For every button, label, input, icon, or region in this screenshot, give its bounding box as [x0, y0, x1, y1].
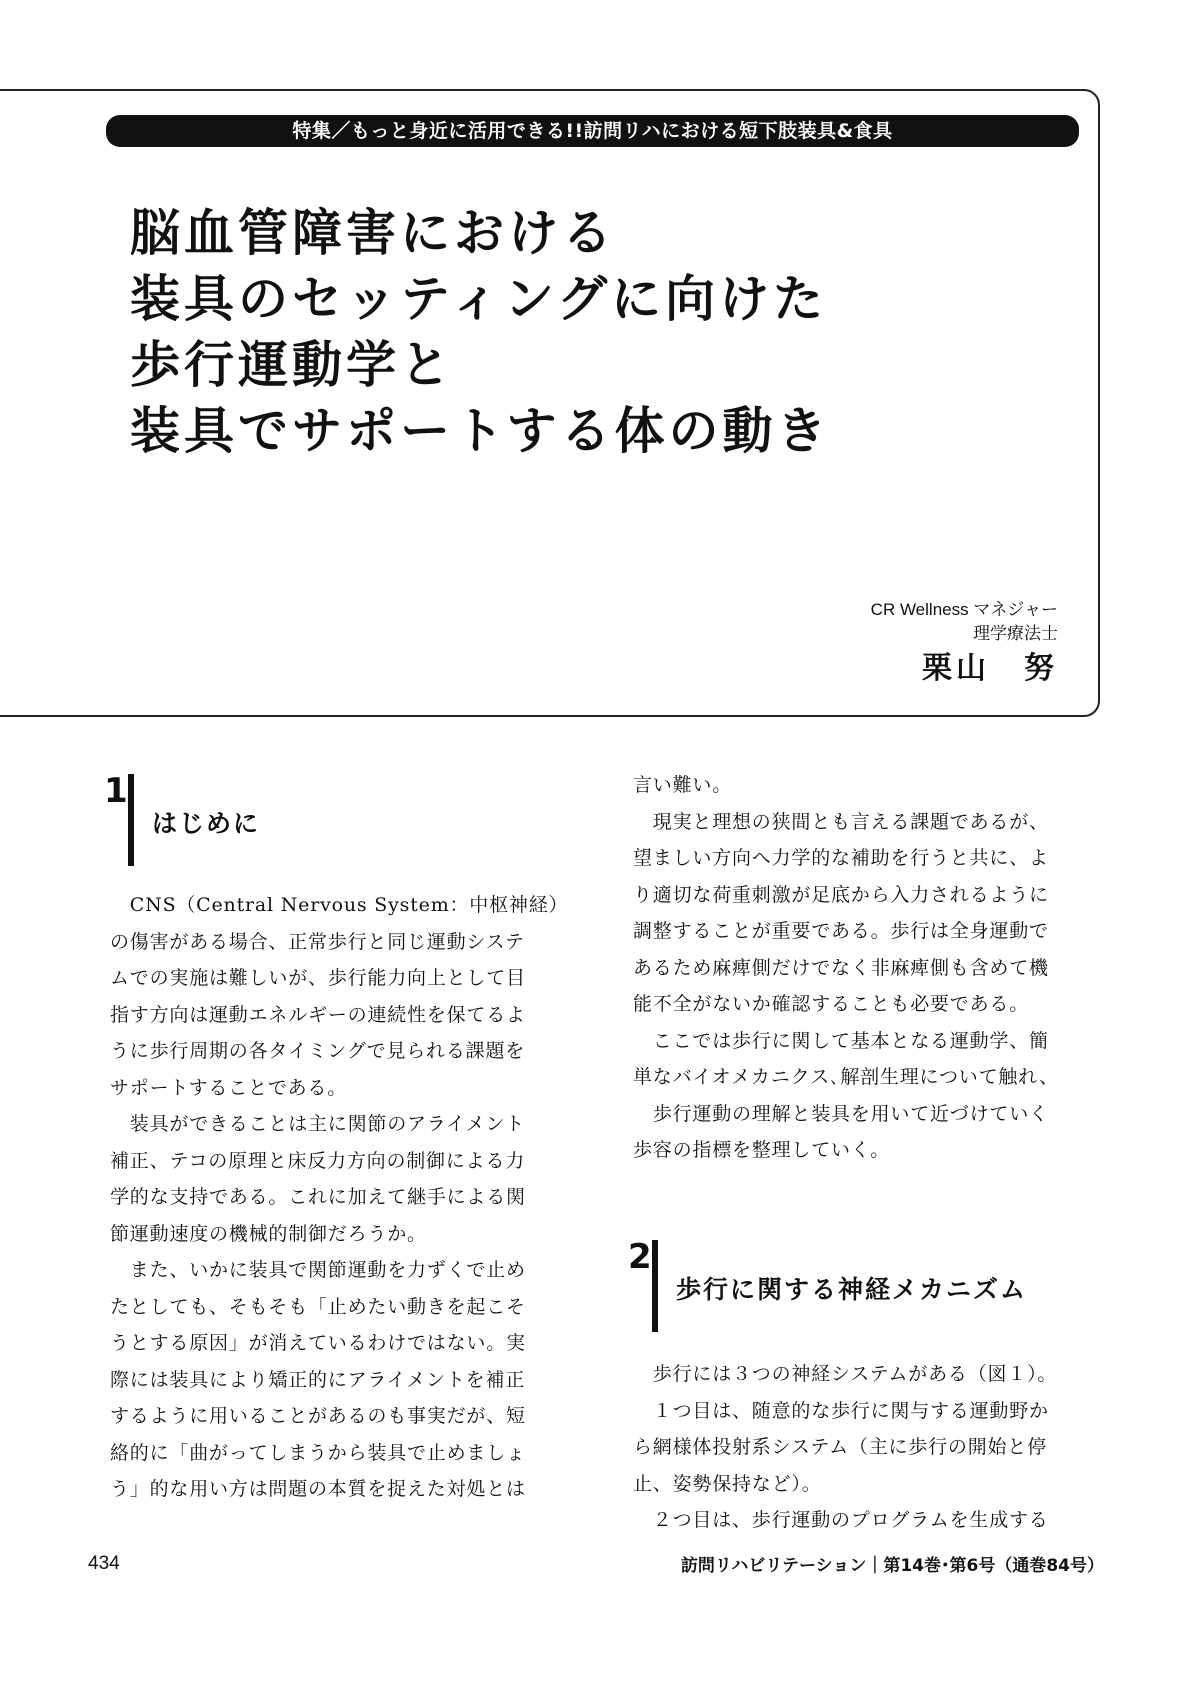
- body-line: う」的な用い方は問題の本質を捉えた対処とは: [110, 1478, 526, 1500]
- body-line: 際には装具により矯正的にアライメントを補正: [110, 1368, 526, 1391]
- author-name: 栗山 努: [922, 651, 1058, 686]
- body-line: 調整することが重要である。歩行は全身運動で: [633, 920, 1049, 942]
- body-line: 指す方向は運動エネルギーの連続性を保てるよ: [110, 1003, 526, 1026]
- section-bar: [652, 1240, 658, 1332]
- section-bar: [128, 774, 134, 866]
- article-title: [130, 200, 1030, 464]
- body-line: 能不全がないか確認することも必要である。: [633, 993, 1030, 1015]
- body-line: うに歩行周期の各タイミングで見られる課題を: [110, 1040, 526, 1062]
- body-line: り適切な荷重刺激が足底から入力されるように: [633, 883, 1049, 906]
- journal-info: 訪問リハビリテーション｜第14巻･第6号（通巻84号）: [680, 1556, 1104, 1576]
- body-line: 言い難い。: [633, 774, 733, 796]
- body-line: 学的な支持である。これに加えて継手による関: [110, 1186, 526, 1208]
- title-line: 脳血管障害における: [130, 204, 616, 262]
- body-line: ら網様体投射系システム（主に歩行の開始と停: [633, 1436, 1047, 1458]
- body-line: 節運動速度の機械的制御だろうか。: [110, 1222, 427, 1245]
- right-column-text-top: [633, 767, 1103, 1169]
- section-2-heading: [628, 1237, 1088, 1332]
- body-line: ２つ目は、歩行運動のプログラムを生成する: [633, 1509, 1049, 1531]
- section-title: 歩行に関する神経メカニズム: [676, 1275, 1028, 1304]
- right-column-text-bottom: [633, 1356, 1103, 1539]
- author-block: [871, 598, 1058, 690]
- body-line: うとする原因」が消えているわけではない。実: [110, 1332, 526, 1354]
- body-line: たとしても、そもそも「止めたい動きを起こそ: [110, 1295, 526, 1318]
- body-line: するように用いることがあるのも事実だが、短: [110, 1405, 526, 1427]
- title-line: 歩行運動学と: [130, 336, 454, 394]
- body-line: １つ目は、随意的な歩行に関与する運動野か: [633, 1399, 1049, 1422]
- body-line: また、いかに装具で関節運動を力ずくで止め: [110, 1259, 526, 1281]
- body-line: の傷害がある場合、正常歩行と同じ運動システ: [110, 930, 525, 953]
- page-number: 434: [88, 1553, 120, 1574]
- body-line: 歩容の指標を整理していく。: [633, 1139, 891, 1161]
- body-line: サポートすることである。: [110, 1076, 348, 1099]
- body-line: 歩行には３つの神経システムがある（図１）。: [633, 1363, 1058, 1385]
- body-line: 補正、テコの原理と床反力方向の制御による力: [110, 1149, 526, 1172]
- left-column-text: [110, 887, 580, 1508]
- feature-banner: 特集／もっと身近に活用できる!!訪問リハにおける短下肢装具&食具: [106, 115, 1079, 147]
- section-1-heading: [104, 771, 504, 866]
- body-line: CNS（Central Nervous System：中枢神経）: [110, 894, 569, 916]
- body-line: 止、姿勢保持など）。: [633, 1472, 822, 1495]
- body-line: 現実と理想の狭間とも言える課題であるが、: [633, 810, 1049, 833]
- body-line: 絡的に「曲がってしまうから装具で止めましょ: [110, 1441, 526, 1464]
- section-number: 1: [104, 771, 128, 811]
- body-line: ここでは歩行に関して基本となる運動学、簡: [633, 1029, 1049, 1052]
- body-line: 望ましい方向へ力学的な補助を行うと共に、よ: [633, 847, 1049, 869]
- title-line: 装具でサポートする体の動き: [130, 402, 831, 460]
- title-line: 装具のセッティングに向けた: [130, 270, 827, 328]
- body-line: 単なバイオメカニクス､解剖生理について触れ、: [633, 1066, 1059, 1088]
- body-line: あるため麻痺側だけでなく非麻痺側も含めて機: [633, 956, 1049, 979]
- body-line: 歩行運動の理解と装具を用いて近づけていく: [633, 1102, 1049, 1125]
- body-line: 装具ができることは主に関節のアライメント: [110, 1113, 526, 1135]
- author-organization: CR Wellness マネジャー: [870, 600, 1058, 619]
- section-title: はじめに: [152, 809, 261, 838]
- author-role: 理学療法士: [973, 624, 1058, 643]
- body-line: ムでの実施は難しいが、歩行能力向上として目: [110, 967, 526, 989]
- section-number: 2: [628, 1237, 652, 1277]
